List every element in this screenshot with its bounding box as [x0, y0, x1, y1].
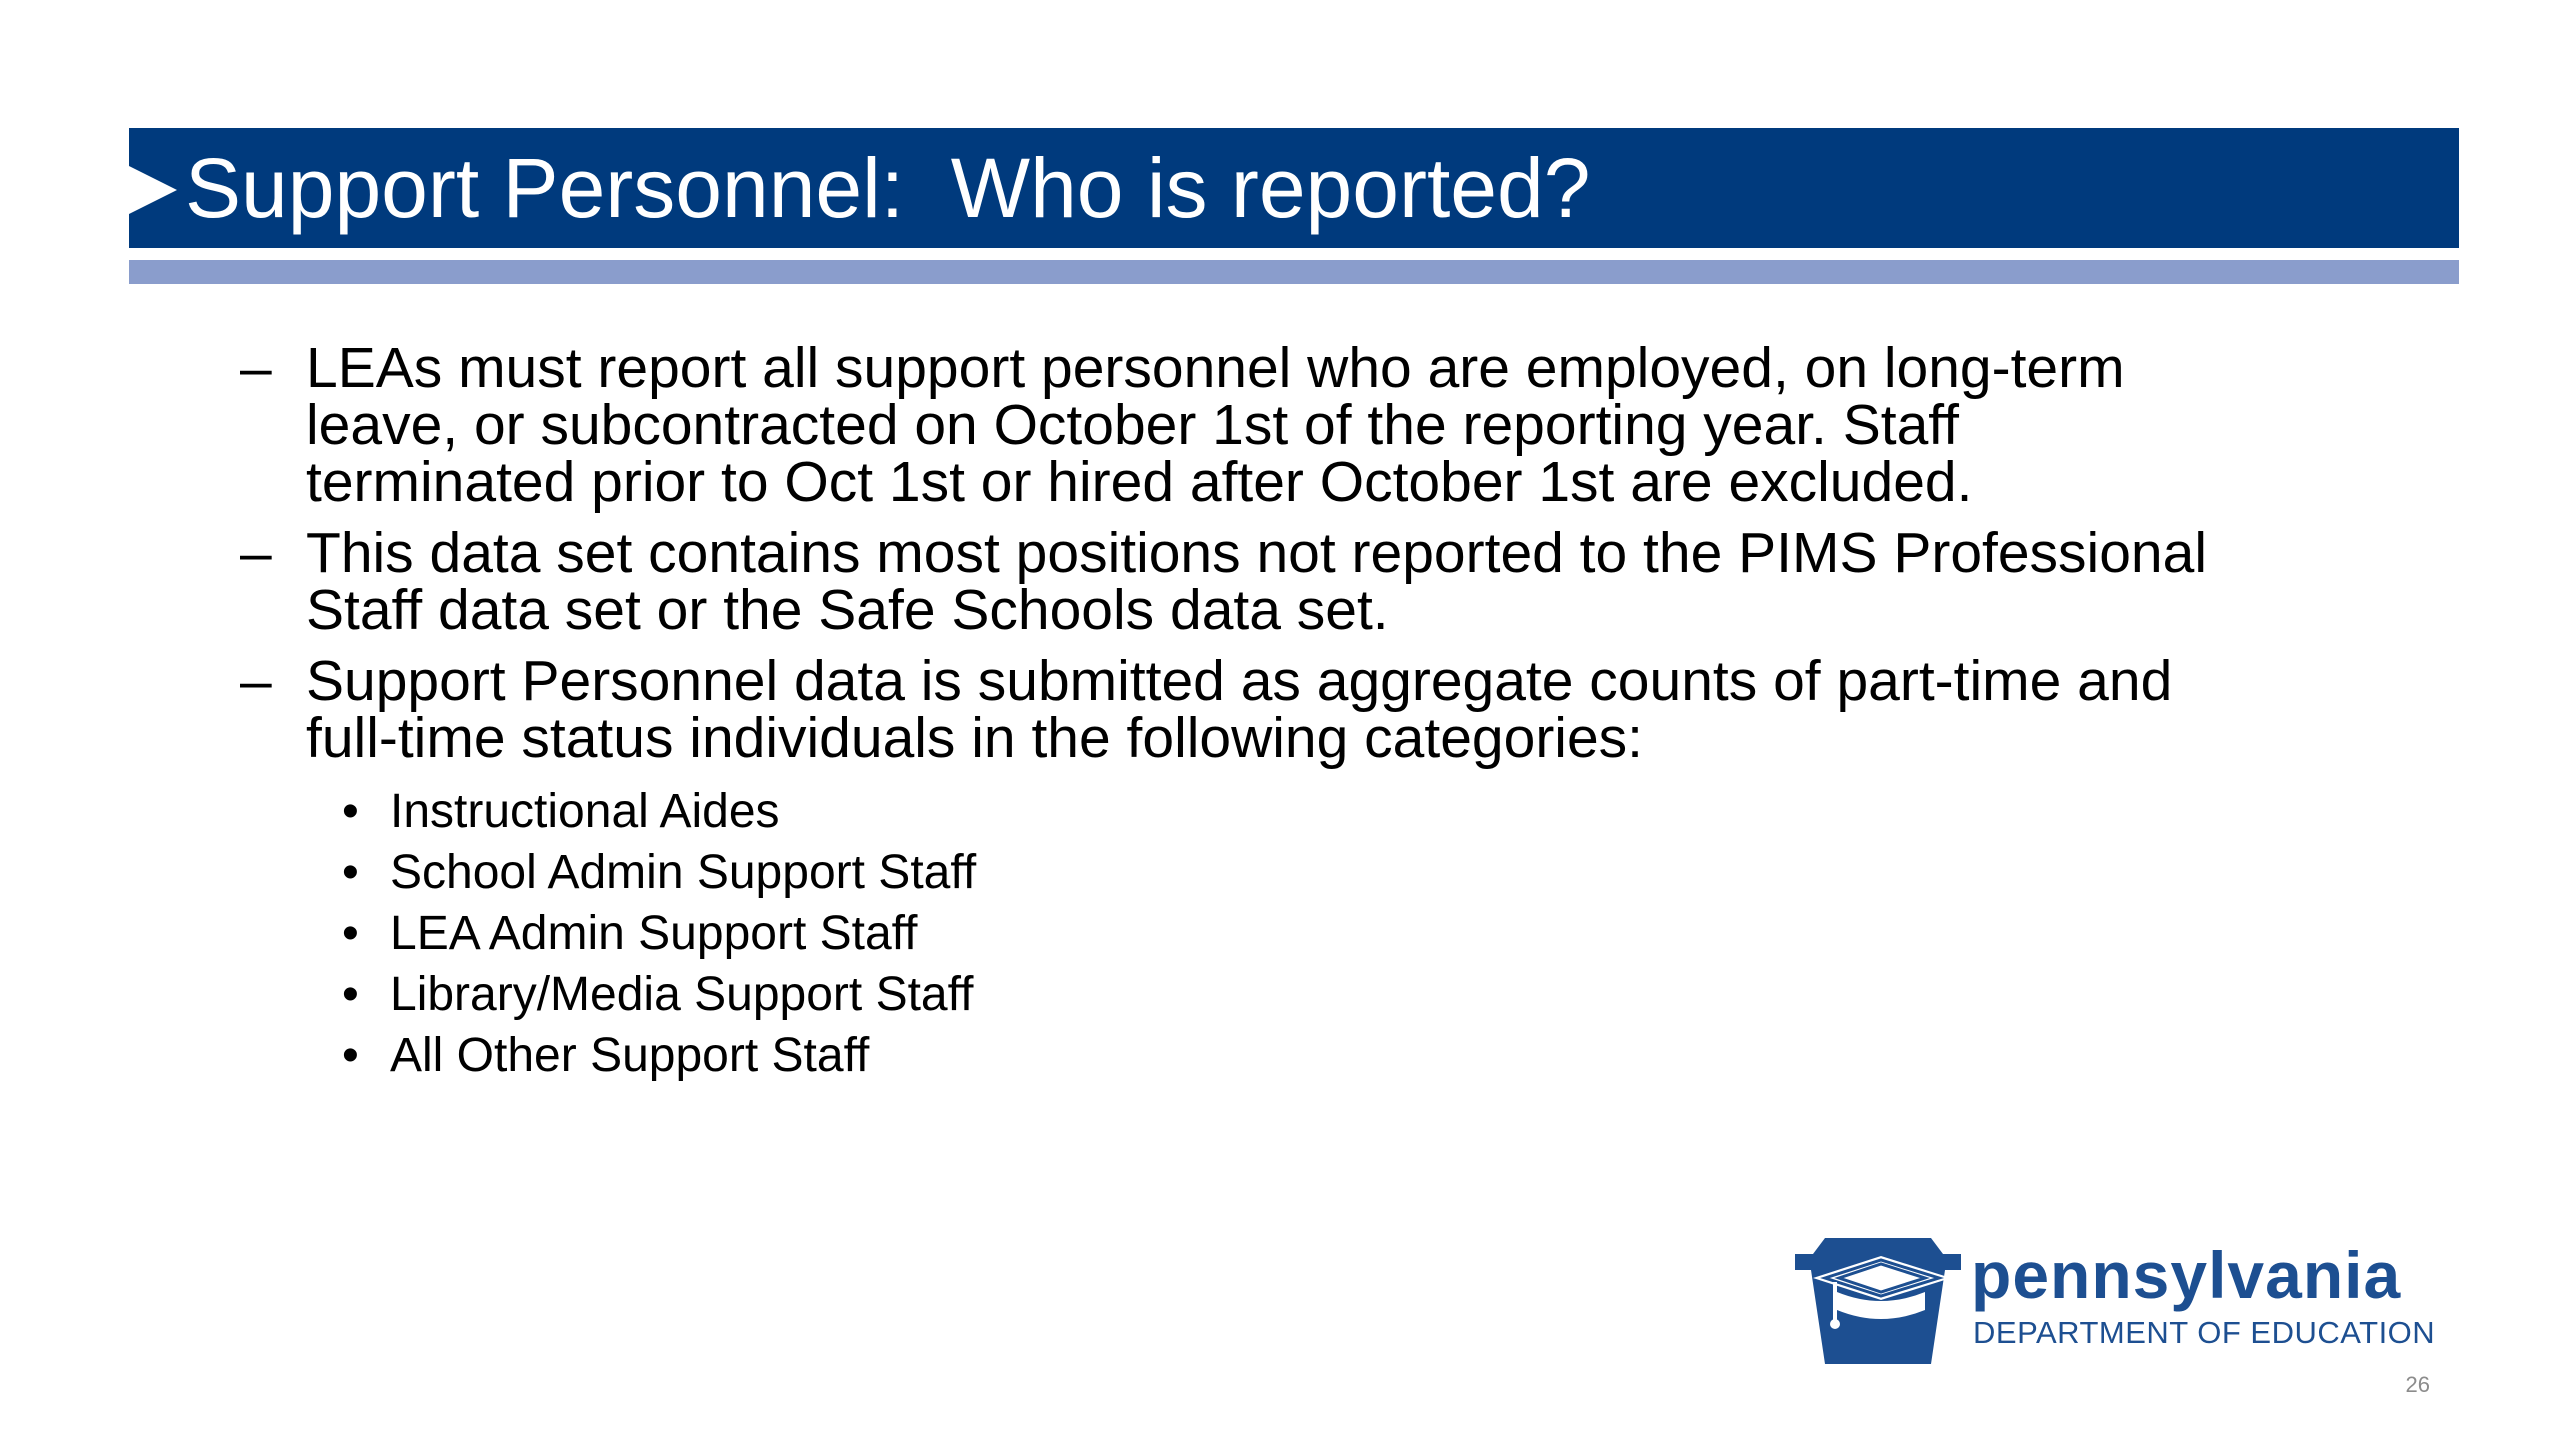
accent-bar	[129, 260, 2459, 284]
dash-marker: –	[240, 336, 272, 400]
logo-subtitle: DEPARTMENT OF EDUCATION	[1973, 1315, 2436, 1350]
logo-wordmark: pennsylvania	[1971, 1238, 2402, 1312]
dash-item-text: This data set contains most positions not reported to the PIMS Professional Staff data set or the Safe Schools data set.	[306, 521, 2207, 642]
category-text: Library/Media Support Staff	[390, 968, 974, 1021]
bullet-marker: •	[342, 907, 359, 960]
category-item	[240, 1025, 2220, 1086]
dash-marker: –	[240, 649, 272, 713]
slide-title: Support Personnel: Who is reported?	[185, 141, 1591, 235]
bullet-marker: •	[342, 785, 359, 838]
dash-item-data-set	[240, 521, 2220, 642]
bullet-marker: •	[342, 846, 359, 899]
keystone-graduation-cap-icon	[1795, 1236, 1961, 1366]
dash-marker: –	[240, 521, 272, 585]
category-text: School Admin Support Staff	[390, 846, 977, 899]
dash-item-aggregate-counts	[240, 649, 2220, 770]
category-text: LEA Admin Support Staff	[390, 907, 918, 960]
category-text: Instructional Aides	[390, 785, 780, 838]
dash-item-text: LEAs must report all support personnel who are employed, on long-term leave, or subcontracted on October 1st of the reporting year. Staff terminated prior to Oct 1st or hired after October 1st are excluded.	[306, 336, 2125, 514]
category-item	[240, 842, 2220, 903]
pa-department-of-education-logo	[1795, 1236, 2465, 1366]
dash-item-text: Support Personnel data is submitted as aggregate counts of part-time and full-time status individuals in the following categories:	[306, 649, 2173, 770]
category-item	[240, 964, 2220, 1025]
page-number: 26	[2405, 1372, 2430, 1397]
title-bar	[129, 128, 2459, 248]
dash-item-reporting-scope	[240, 336, 2220, 514]
bullet-marker: •	[342, 968, 359, 1021]
category-item	[240, 903, 2220, 964]
slide-content	[240, 336, 2220, 1086]
category-text: All Other Support Staff	[390, 1029, 870, 1082]
bullet-marker: •	[342, 1029, 359, 1082]
title-arrow-icon	[129, 166, 177, 214]
category-list	[240, 781, 2220, 1086]
category-item	[240, 781, 2220, 842]
